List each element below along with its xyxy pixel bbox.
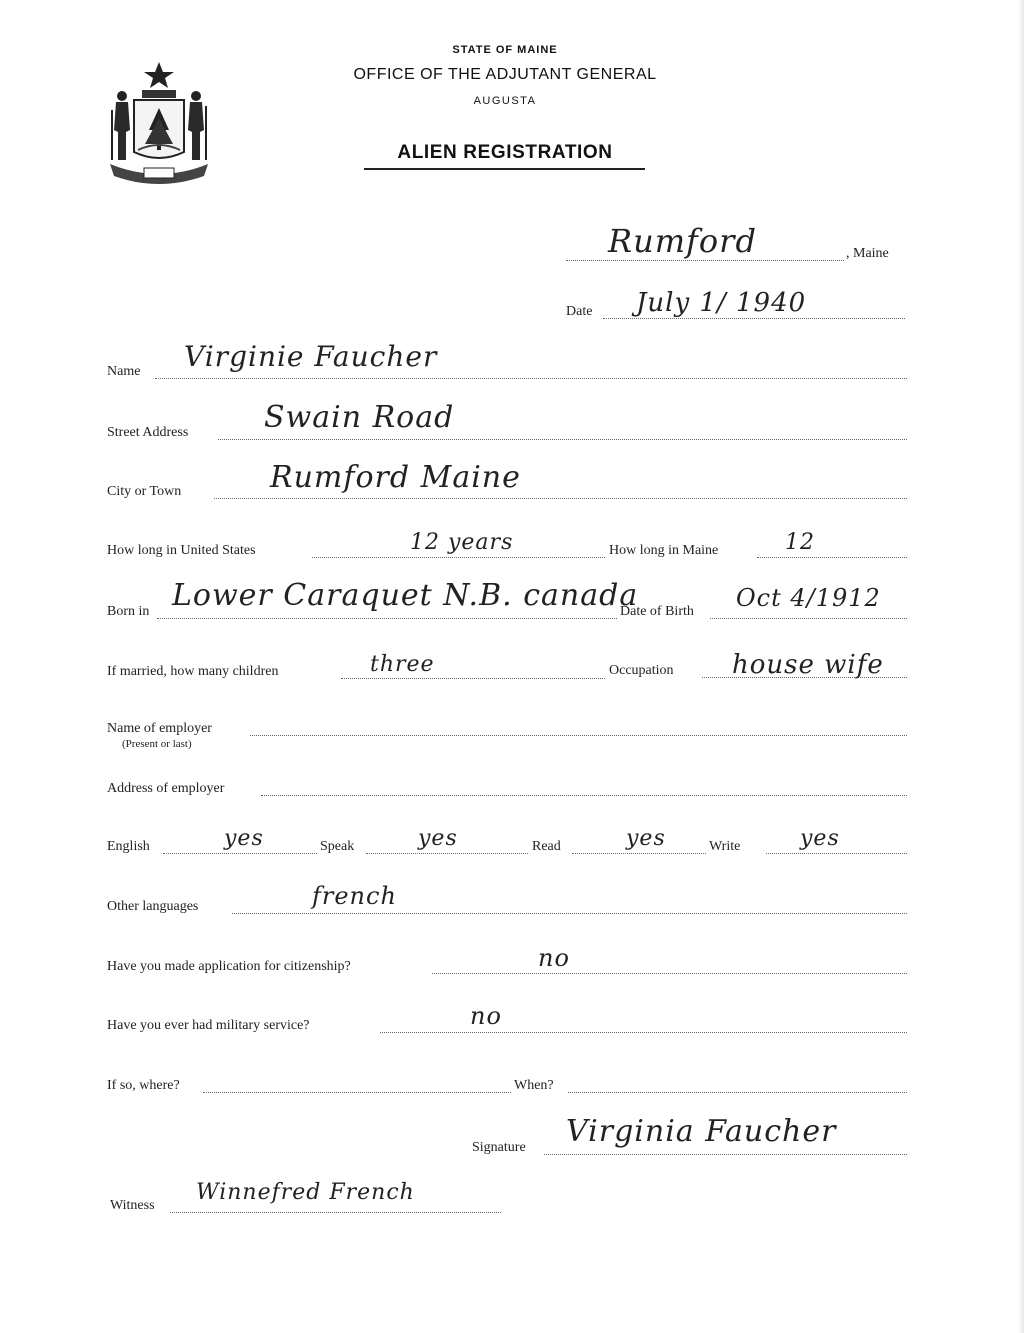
- military-label: Have you ever had military service?: [107, 1018, 310, 1033]
- name-entry: Virginie Faucher: [184, 340, 438, 373]
- children-label: If married, how many children: [107, 664, 279, 679]
- place-line: [566, 260, 844, 261]
- when-label: When?: [514, 1078, 554, 1093]
- date-of-birth-label: Date of Birth: [620, 604, 694, 619]
- employer-label: Name of employer: [107, 721, 212, 736]
- date-of-birth-entry: Oct 4/1912: [736, 584, 881, 612]
- place-suffix: , Maine: [846, 246, 889, 261]
- citizenship-entry: no: [538, 944, 570, 972]
- occupation-label: Occupation: [609, 663, 674, 678]
- date-label: Date: [566, 304, 593, 319]
- born-in-line: [157, 618, 617, 619]
- english-label: English: [107, 839, 150, 854]
- children-line: [341, 678, 605, 679]
- military-entry: no: [470, 1002, 502, 1030]
- name-line: [155, 378, 907, 379]
- street-entry: Swain Road: [264, 400, 455, 435]
- signature-label: Signature: [472, 1140, 526, 1155]
- employer-sub-label: (Present or last): [122, 738, 192, 750]
- employer-address-line: [261, 795, 907, 796]
- write-line: [766, 853, 907, 854]
- street-line: [218, 439, 907, 440]
- born-in-entry: Lower Caraquet N.B. canada: [172, 578, 639, 613]
- witness-label: Witness: [110, 1198, 155, 1213]
- page-edge-shadow: [1018, 0, 1024, 1333]
- where-line: [203, 1092, 511, 1093]
- speak-line: [366, 853, 528, 854]
- where-label: If so, where?: [107, 1078, 180, 1093]
- citizenship-label: Have you made application for citizenship?: [107, 959, 351, 974]
- office-heading: OFFICE OF THE ADJUTANT GENERAL: [353, 66, 657, 83]
- city-heading: AUGUSTA: [473, 95, 537, 107]
- city-label: City or Town: [107, 484, 182, 499]
- english-entry: yes: [224, 826, 264, 851]
- how-long-maine-line: [757, 557, 907, 558]
- read-label: Read: [532, 839, 561, 854]
- date-line: [603, 318, 905, 319]
- witness-line: [170, 1212, 501, 1213]
- employer-line: [250, 735, 907, 736]
- how-long-maine-entry: 12: [785, 530, 815, 555]
- other-languages-line: [232, 913, 907, 914]
- how-long-maine-label: How long in Maine: [609, 543, 719, 558]
- place-entry: Rumford: [608, 222, 757, 260]
- read-entry: yes: [626, 826, 666, 851]
- employer-address-label: Address of employer: [107, 781, 225, 796]
- witness-entry: Winnefred French: [196, 1180, 415, 1205]
- title-underline: [364, 168, 645, 170]
- write-entry: yes: [800, 826, 840, 851]
- other-languages-label: Other languages: [107, 899, 199, 914]
- speak-label: Speak: [320, 839, 355, 854]
- form-title: ALIEN REGISTRATION: [397, 142, 613, 163]
- city-entry: Rumford Maine: [270, 460, 521, 495]
- date-of-birth-line: [710, 618, 907, 619]
- state-heading: STATE OF MAINE: [452, 44, 558, 56]
- born-in-label: Born in: [107, 604, 150, 619]
- how-long-us-entry: 12 years: [410, 530, 514, 555]
- english-line: [163, 853, 317, 854]
- date-entry: July 1/ 1940: [636, 288, 807, 318]
- street-label: Street Address: [107, 425, 189, 440]
- citizenship-line: [432, 973, 907, 974]
- when-line: [568, 1092, 907, 1093]
- speak-entry: yes: [418, 826, 458, 851]
- occupation-entry: house wife: [732, 650, 884, 680]
- children-entry: three: [370, 652, 435, 677]
- name-label: Name: [107, 364, 141, 379]
- military-line: [380, 1032, 907, 1033]
- signature-line: [544, 1154, 907, 1155]
- write-label: Write: [709, 839, 741, 854]
- how-long-us-label: How long in United States: [107, 543, 256, 558]
- signature-entry: Virginia Faucher: [566, 1114, 837, 1149]
- read-line: [572, 853, 706, 854]
- city-line: [214, 498, 907, 499]
- other-languages-entry: french: [312, 882, 397, 910]
- how-long-us-line: [312, 557, 605, 558]
